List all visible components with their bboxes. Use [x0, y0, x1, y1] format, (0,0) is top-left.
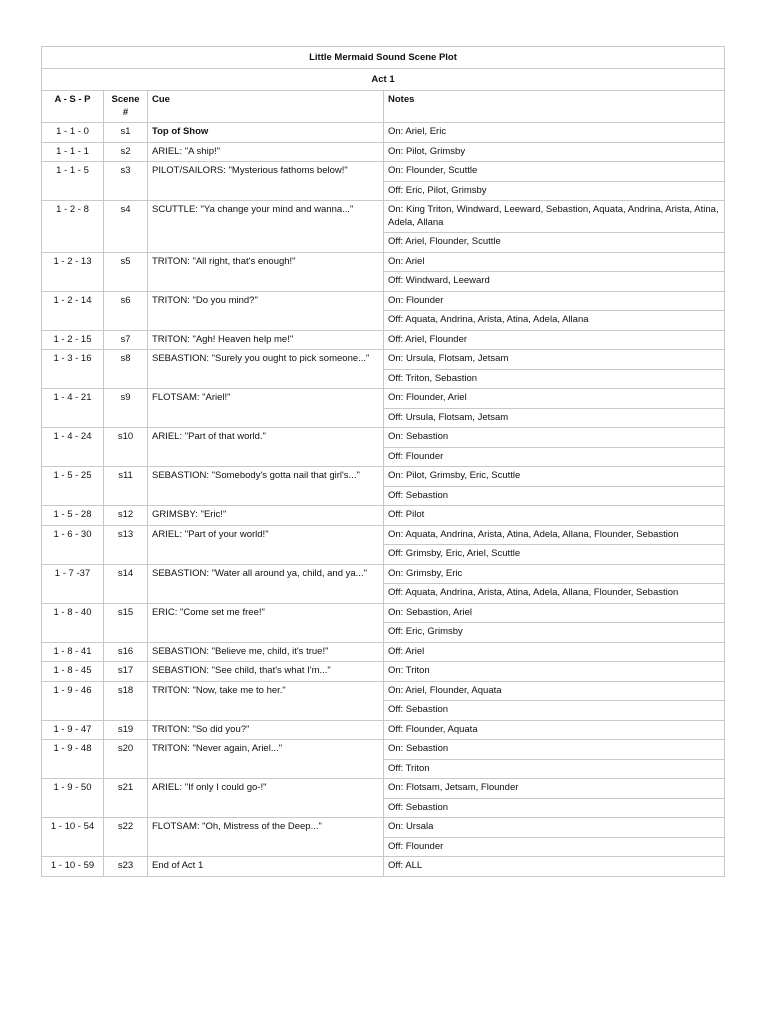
cue-text: SEBASTION: "Somebody's gotta nail that girl's..." — [148, 467, 384, 506]
cue-row — [42, 525, 725, 545]
cue-asp: 1 - 1 - 5 — [42, 162, 104, 201]
cue-scene-number: s10 — [104, 428, 148, 467]
cue-asp: 1 - 2 - 15 — [42, 330, 104, 350]
cue-text: Top of Show — [148, 123, 384, 143]
cue-text: ARIEL: "If only I could go-!" — [148, 779, 384, 818]
cue-row — [42, 162, 725, 182]
cue-row — [42, 779, 725, 799]
cue-note: Off: Ariel, Flounder, Scuttle — [384, 233, 725, 253]
cue-note: On: Flounder, Ariel — [384, 389, 725, 409]
cue-scene-number: s13 — [104, 525, 148, 564]
cue-note: On: Flounder, Scuttle — [384, 162, 725, 182]
cue-text: SEBASTION: "Water all around ya, child, and ya..." — [148, 564, 384, 603]
cue-row — [42, 857, 725, 877]
cue-note: Off: Aquata, Andrina, Arista, Atina, Adela, Allana, Flounder, Sebastion — [384, 584, 725, 604]
cue-row — [42, 662, 725, 682]
cue-asp: 1 - 6 - 30 — [42, 525, 104, 564]
cue-note: On: Ursula, Flotsam, Jetsam — [384, 350, 725, 370]
cue-note: On: Flounder — [384, 291, 725, 311]
cue-scene-number: s4 — [104, 201, 148, 253]
cue-note: Off: Eric, Grimsby — [384, 623, 725, 643]
cue-text: FLOTSAM: "Oh, Mistress of the Deep..." — [148, 818, 384, 857]
cue-note: On: King Triton, Windward, Leeward, Sebastion, Aquata, Andrina, Arista, Atina, Adela, Allana — [384, 201, 725, 233]
cue-row — [42, 681, 725, 701]
cue-note: On: Ursala — [384, 818, 725, 838]
cue-asp: 1 - 5 - 25 — [42, 467, 104, 506]
cue-note: On: Sebastion — [384, 428, 725, 448]
cue-text: End of Act 1 — [148, 857, 384, 877]
cue-scene-number: s7 — [104, 330, 148, 350]
cue-note: On: Pilot, Grimsby — [384, 142, 725, 162]
cue-scene-number: s15 — [104, 603, 148, 642]
cue-row — [42, 506, 725, 526]
cue-row — [42, 330, 725, 350]
cue-scene-number: s22 — [104, 818, 148, 857]
cue-scene-number: s11 — [104, 467, 148, 506]
cue-asp: 1 - 1 - 1 — [42, 142, 104, 162]
cue-asp: 1 - 2 - 8 — [42, 201, 104, 253]
cue-note: On: Grimsby, Eric — [384, 564, 725, 584]
cue-note: On: Ariel, Flounder, Aquata — [384, 681, 725, 701]
cue-asp: 1 - 10 - 54 — [42, 818, 104, 857]
cue-note: Off: Eric, Pilot, Grimsby — [384, 181, 725, 201]
cue-note: Off: Triton — [384, 759, 725, 779]
cue-note: On: Triton — [384, 662, 725, 682]
cue-asp: 1 - 4 - 24 — [42, 428, 104, 467]
document-title: Little Mermaid Sound Scene Plot — [42, 47, 725, 69]
cue-text: TRITON: "Now, take me to her." — [148, 681, 384, 720]
cue-row — [42, 818, 725, 838]
cue-note: Off: Grimsby, Eric, Ariel, Scuttle — [384, 545, 725, 565]
cue-row — [42, 720, 725, 740]
cue-scene-number: s9 — [104, 389, 148, 428]
cue-row — [42, 142, 725, 162]
cue-scene-number: s23 — [104, 857, 148, 877]
cue-note: On: Aquata, Andrina, Arista, Atina, Adela, Allana, Flounder, Sebastion — [384, 525, 725, 545]
cue-note: Off: Flounder — [384, 447, 725, 467]
cue-scene-number: s1 — [104, 123, 148, 143]
cue-asp: 1 - 9 - 48 — [42, 740, 104, 779]
cue-text: SCUTTLE: "Ya change your mind and wanna..." — [148, 201, 384, 253]
cue-scene-number: s17 — [104, 662, 148, 682]
cue-asp: 1 - 10 - 59 — [42, 857, 104, 877]
cue-note: On: Pilot, Grimsby, Eric, Scuttle — [384, 467, 725, 487]
cue-note: Off: Triton, Sebastion — [384, 369, 725, 389]
cue-asp: 1 - 8 - 45 — [42, 662, 104, 682]
cue-row — [42, 603, 725, 623]
cue-note: Off: Ariel, Flounder — [384, 330, 725, 350]
cue-row — [42, 467, 725, 487]
cue-text: TRITON: "All right, that's enough!" — [148, 252, 384, 291]
cue-note: Off: Flounder — [384, 837, 725, 857]
cue-note: Off: Flounder, Aquata — [384, 720, 725, 740]
cue-asp: 1 - 9 - 46 — [42, 681, 104, 720]
act-heading: Act 1 — [42, 69, 725, 91]
cue-note: Off: Sebastion — [384, 798, 725, 818]
cue-asp: 1 - 9 - 50 — [42, 779, 104, 818]
cue-text: SEBASTION: "Believe me, child, it's true!" — [148, 642, 384, 662]
cue-note: On: Sebastion — [384, 740, 725, 760]
cue-text: TRITON: "So did you?" — [148, 720, 384, 740]
cue-note: Off: Pilot — [384, 506, 725, 526]
cue-row — [42, 252, 725, 272]
cue-text: ARIEL: "A ship!" — [148, 142, 384, 162]
cue-scene-number: s19 — [104, 720, 148, 740]
header-scene: Scene # — [104, 91, 148, 123]
cue-scene-number: s5 — [104, 252, 148, 291]
cue-note: Off: Aquata, Andrina, Arista, Atina, Adela, Allana — [384, 311, 725, 331]
cue-scene-number: s2 — [104, 142, 148, 162]
cue-note: Off: Windward, Leeward — [384, 272, 725, 292]
cue-text: ARIEL: "Part of that world." — [148, 428, 384, 467]
cue-scene-number: s20 — [104, 740, 148, 779]
cue-asp: 1 - 1 - 0 — [42, 123, 104, 143]
cue-text: SEBASTION: "Surely you ought to pick someone..." — [148, 350, 384, 389]
cue-text: TRITON: "Do you mind?" — [148, 291, 384, 330]
cue-asp: 1 - 9 - 47 — [42, 720, 104, 740]
cue-note: Off: Sebastion — [384, 486, 725, 506]
cue-scene-number: s8 — [104, 350, 148, 389]
cue-scene-number: s21 — [104, 779, 148, 818]
cue-scene-number: s16 — [104, 642, 148, 662]
cue-asp: 1 - 8 - 41 — [42, 642, 104, 662]
cue-row — [42, 740, 725, 760]
cue-row — [42, 350, 725, 370]
cue-text: PILOT/SAILORS: "Mysterious fathoms below!" — [148, 162, 384, 201]
cue-note: On: Flotsam, Jetsam, Flounder — [384, 779, 725, 799]
cue-asp: 1 - 2 - 14 — [42, 291, 104, 330]
cue-asp: 1 - 4 - 21 — [42, 389, 104, 428]
cue-row — [42, 564, 725, 584]
cue-note: On: Ariel — [384, 252, 725, 272]
cue-note: Off: Ursula, Flotsam, Jetsam — [384, 408, 725, 428]
cue-text: SEBASTION: "See child, that's what I'm..." — [148, 662, 384, 682]
cue-note: Off: ALL — [384, 857, 725, 877]
cue-scene-number: s12 — [104, 506, 148, 526]
cue-row — [42, 428, 725, 448]
cue-note: Off: Sebastion — [384, 701, 725, 721]
cue-text: TRITON: "Never again, Ariel..." — [148, 740, 384, 779]
cue-text: ERIC: "Come set me free!" — [148, 603, 384, 642]
cue-note: On: Sebastion, Ariel — [384, 603, 725, 623]
cue-row — [42, 123, 725, 143]
cue-text: FLOTSAM: "Ariel!" — [148, 389, 384, 428]
header-notes: Notes — [384, 91, 725, 123]
header-row — [42, 91, 725, 123]
cue-text: TRITON: "Agh! Heaven help me!" — [148, 330, 384, 350]
cue-asp: 1 - 3 - 16 — [42, 350, 104, 389]
cue-text: GRIMSBY: "Eric!" — [148, 506, 384, 526]
header-asp: A - S - P — [42, 91, 104, 123]
cue-row — [42, 642, 725, 662]
cue-scene-number: s6 — [104, 291, 148, 330]
act-row — [42, 69, 725, 91]
cue-note: On: Ariel, Eric — [384, 123, 725, 143]
cue-asp: 1 - 7 -37 — [42, 564, 104, 603]
cue-scene-number: s3 — [104, 162, 148, 201]
cue-scene-number: s14 — [104, 564, 148, 603]
cue-row — [42, 389, 725, 409]
cue-row — [42, 291, 725, 311]
title-row — [42, 47, 725, 69]
cue-text: ARIEL: "Part of your world!" — [148, 525, 384, 564]
cue-asp: 1 - 5 - 28 — [42, 506, 104, 526]
header-cue: Cue — [148, 91, 384, 123]
cue-row — [42, 201, 725, 233]
cue-scene-number: s18 — [104, 681, 148, 720]
scene-plot-table — [41, 46, 725, 877]
cue-asp: 1 - 2 - 13 — [42, 252, 104, 291]
cue-asp: 1 - 8 - 40 — [42, 603, 104, 642]
cue-note: Off: Ariel — [384, 642, 725, 662]
